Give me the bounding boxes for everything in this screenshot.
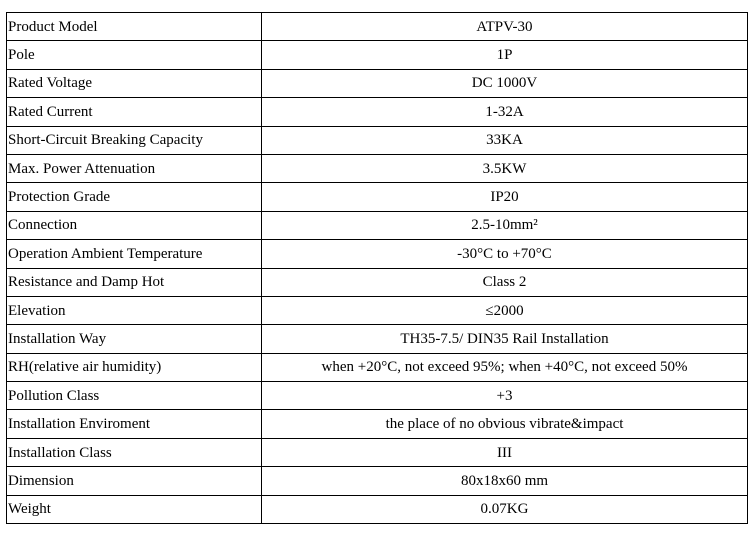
spec-label-installation-way: Installation Way: [7, 325, 262, 353]
spec-value-rated-voltage: DC 1000V: [262, 69, 748, 97]
spec-label-elevation: Elevation: [7, 296, 262, 324]
spec-label-connection: Connection: [7, 211, 262, 239]
spec-value-ambient-temperature: -30°C to +70°C: [262, 240, 748, 268]
table-row: [7, 325, 748, 353]
table-row: [7, 353, 748, 381]
spec-label-rated-current: Rated Current: [7, 98, 262, 126]
table-row: [7, 296, 748, 324]
spec-label-protection-grade: Protection Grade: [7, 183, 262, 211]
spec-label-breaking-capacity: Short-Circuit Breaking Capacity: [7, 126, 262, 154]
table-row: [7, 240, 748, 268]
spec-label-pollution-class: Pollution Class: [7, 382, 262, 410]
spec-value-pollution-class: +3: [262, 382, 748, 410]
spec-value-breaking-capacity: 33KA: [262, 126, 748, 154]
spec-value-protection-grade: IP20: [262, 183, 748, 211]
spec-value-damp-hot: Class 2: [262, 268, 748, 296]
spec-label-ambient-temperature: Operation Ambient Temperature: [7, 240, 262, 268]
spec-label-weight: Weight: [7, 495, 262, 523]
table-row: [7, 183, 748, 211]
table-row: [7, 211, 748, 239]
spec-label-damp-hot: Resistance and Damp Hot: [7, 268, 262, 296]
spec-table: [6, 12, 748, 524]
table-row: [7, 98, 748, 126]
spec-value-power-attenuation: 3.5KW: [262, 154, 748, 182]
spec-label-product-model: Product Model: [7, 13, 262, 41]
spec-value-relative-humidity: when +20°C, not exceed 95%; when +40°C, not exceed 50%: [262, 353, 748, 381]
table-row: [7, 154, 748, 182]
spec-value-pole: 1P: [262, 41, 748, 69]
table-row: [7, 410, 748, 438]
spec-label-relative-humidity: RH(relative air humidity): [7, 353, 262, 381]
spec-value-dimension: 80x18x60 mm: [262, 467, 748, 495]
table-row: [7, 41, 748, 69]
spec-label-pole: Pole: [7, 41, 262, 69]
table-row: [7, 467, 748, 495]
table-row: [7, 13, 748, 41]
spec-label-installation-environment: Installation Enviroment: [7, 410, 262, 438]
table-row: [7, 126, 748, 154]
table-row: [7, 268, 748, 296]
spec-value-rated-current: 1-32A: [262, 98, 748, 126]
spec-value-connection: 2.5-10mm²: [262, 211, 748, 239]
spec-value-product-model: ATPV-30: [262, 13, 748, 41]
spec-value-weight: 0.07KG: [262, 495, 748, 523]
spec-table-body: [7, 13, 748, 524]
spec-label-dimension: Dimension: [7, 467, 262, 495]
spec-value-installation-class: III: [262, 438, 748, 466]
table-row: [7, 382, 748, 410]
spec-value-elevation: ≤2000: [262, 296, 748, 324]
spec-label-power-attenuation: Max. Power Attenuation: [7, 154, 262, 182]
table-row: [7, 438, 748, 466]
table-row: [7, 495, 748, 523]
spec-label-installation-class: Installation Class: [7, 438, 262, 466]
spec-label-rated-voltage: Rated Voltage: [7, 69, 262, 97]
spec-value-installation-environment: the place of no obvious vibrate&impact: [262, 410, 748, 438]
spec-value-installation-way: TH35-7.5/ DIN35 Rail Installation: [262, 325, 748, 353]
table-row: [7, 69, 748, 97]
